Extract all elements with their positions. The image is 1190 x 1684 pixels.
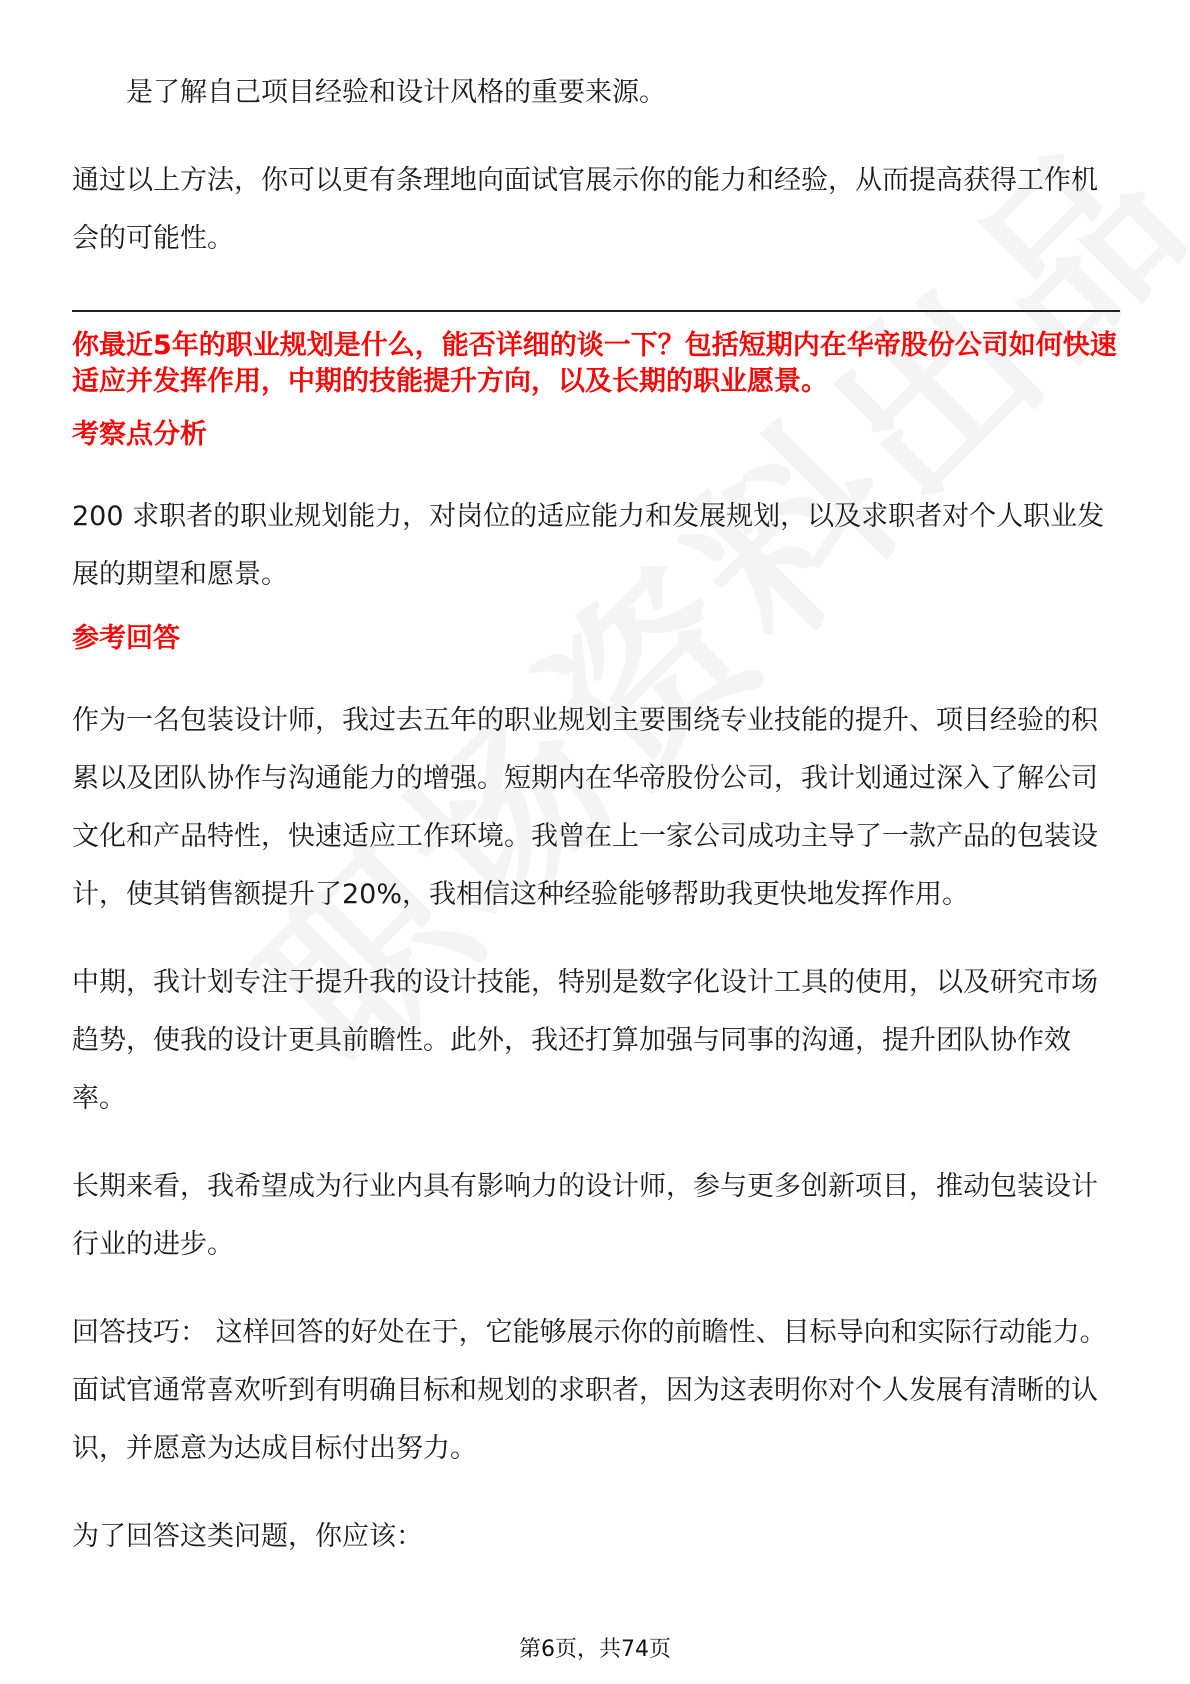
intro-continued-line: 是了解自己项目经验和设计风格的重要来源。	[126, 77, 666, 108]
page-content	[72, 64, 1120, 1566]
answer-followup-line: 为了回答这类问题，你应该：	[72, 1521, 423, 1552]
answer-paragraph-long-term: 长期来看，我希望成为行业内具有影响力的设计师，参与更多创新项目，推动包装设计行业的进步。	[72, 1171, 1098, 1260]
section-divider	[72, 310, 1120, 312]
question-heading: 你最近5年的职业规划是什么，能否详细的谈一下？包括短期内在华帝股份公司如何快速适应并发挥作用，中期的技能提升方向，以及长期的职业愿景。	[72, 330, 1117, 397]
analysis-text: 200 求职者的职业规划能力，对岗位的适应能力和发展规划，以及求职者对个人职业发展的期望和愿景。	[72, 501, 1105, 590]
intro-paragraph: 通过以上方法，你可以更有条理地向面试官展示你的能力和经验，从而提高获得工作机会的可能性。	[72, 165, 1098, 254]
answer-title: 参考回答	[72, 623, 180, 654]
answer-paragraph-short-term: 作为一名包装设计师，我过去五年的职业规划主要围绕专业技能的提升、项目经验的积累以及团队协作与沟通能力的增强。短期内在华帝股份公司，我计划通过深入了解公司文化和产品特性，快速适应工作环境。我曾在上一家公司成功主导了一款产品的包装设计，使其销售额提升了20%，我相信这种经验能够帮助我更快地发挥作用。	[72, 705, 1098, 910]
analysis-title: 考察点分析	[72, 419, 207, 450]
answer-tips-paragraph: 回答技巧： 这样回答的好处在于，它能够展示你的前瞻性、目标导向和实际行动能力。面试官通常喜欢听到有明确目标和规划的求职者，因为这表明你对个人发展有清晰的认识，并愿意为达成目标付出努力。	[72, 1317, 1107, 1464]
page-number-footer: 第6页，共74页	[519, 1637, 671, 1662]
answer-paragraph-mid-term: 中期，我计划专注于提升我的设计技能，特别是数字化设计工具的使用，以及研究市场趋势，使我的设计更具前瞻性。此外，我还打算加强与同事的沟通，提升团队协作效率。	[72, 967, 1098, 1114]
